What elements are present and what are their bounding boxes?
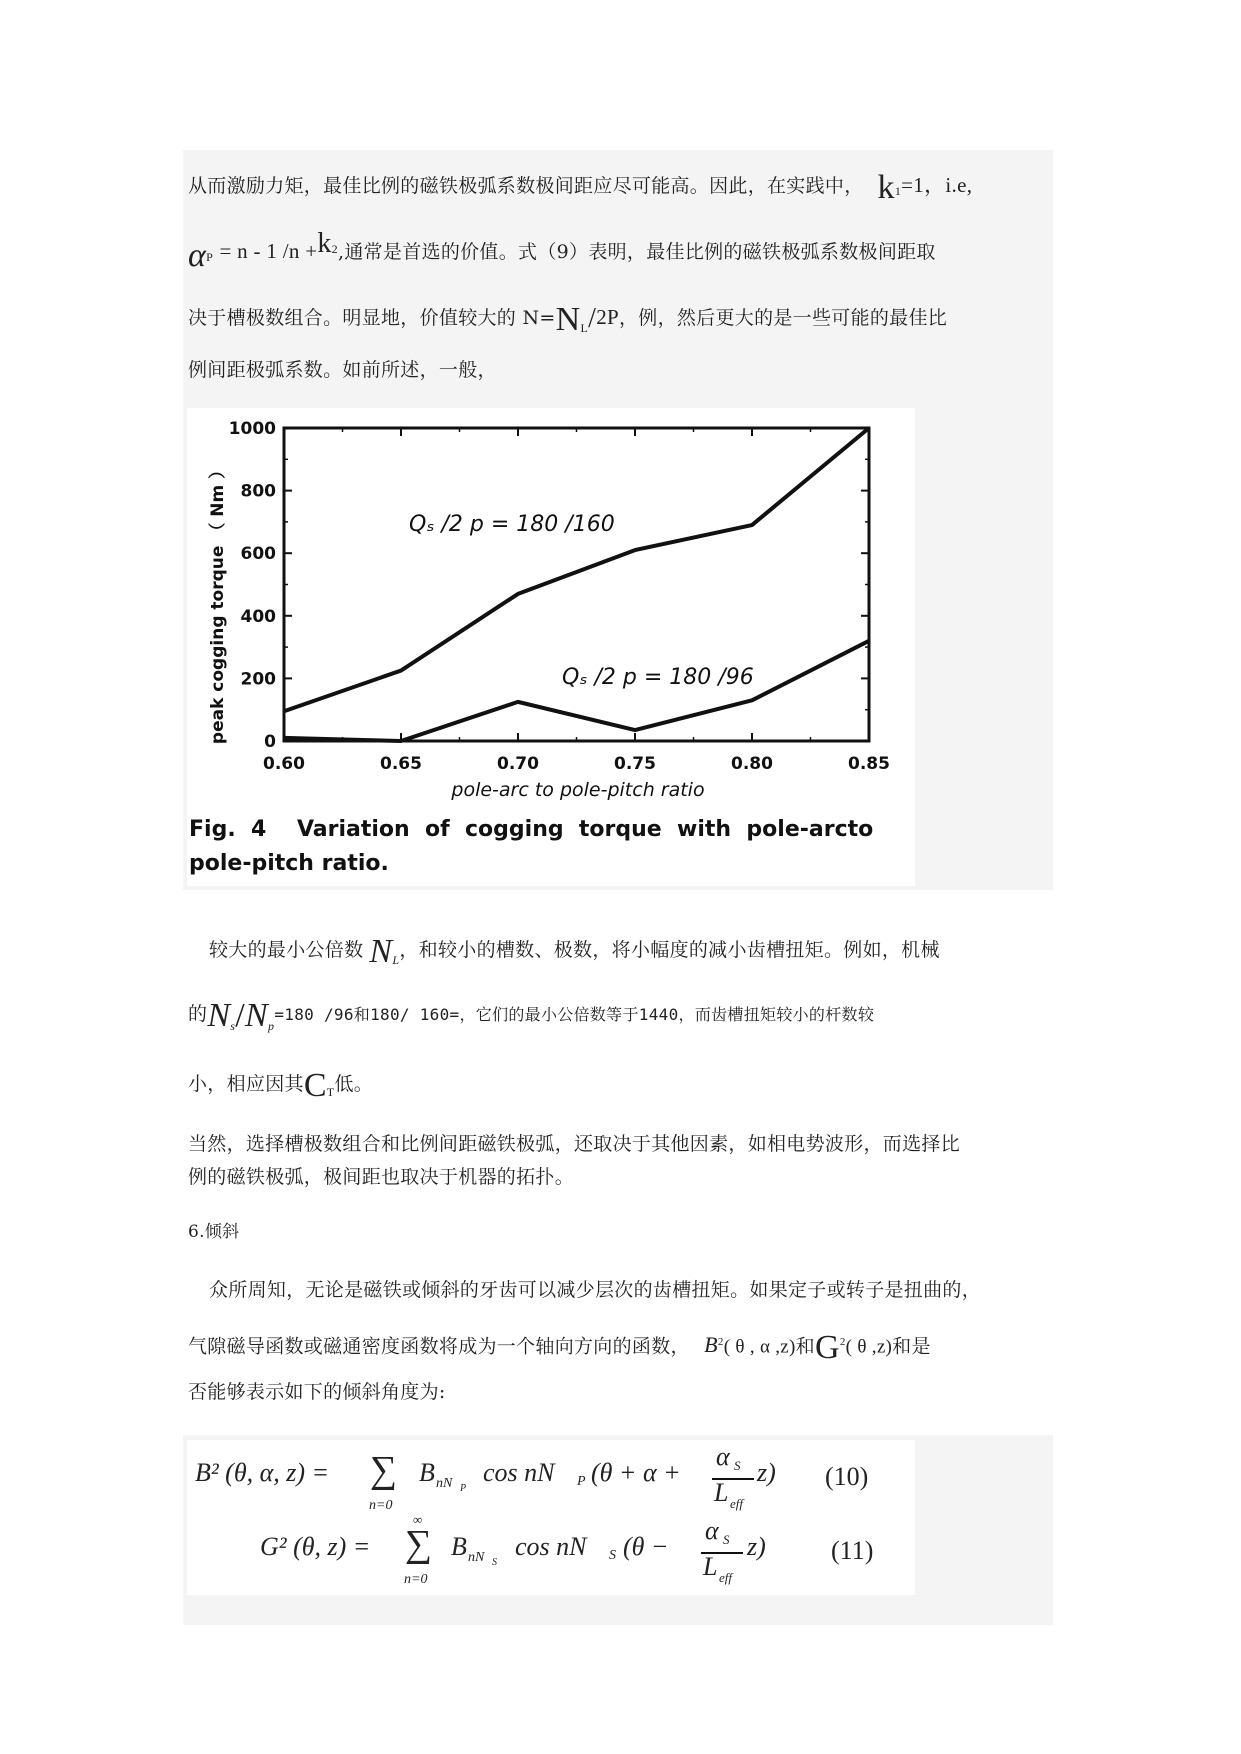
text: 例间距极弧系数。如前所述，一般， [188, 359, 497, 381]
text: ,通常是首选的价值。式（9）表明，最佳比例的磁铁极弧系数极间距取 [337, 241, 936, 263]
figure-caption [189, 813, 873, 881]
series-1-point [868, 427, 871, 430]
text: 较大的最小公倍数 [209, 939, 364, 961]
text-tail: =1，i.e, [901, 173, 973, 197]
eq11-frac-den-sub: eff [719, 1570, 732, 1585]
symbol-CT: C [303, 1067, 327, 1104]
eq11-sum-lower: n=0 [404, 1572, 428, 1587]
symbol-slash: / [588, 303, 597, 334]
equations-box [187, 1440, 915, 1595]
symbol-Ns-sub: s [230, 1019, 236, 1033]
series-1-point [751, 524, 754, 527]
symbol-slash2: / [235, 997, 246, 1034]
eq10-frac-num-sub: S [734, 1458, 741, 1473]
x-tick-label: 0.60 [263, 754, 305, 774]
figure-4 [187, 408, 915, 886]
symbol-Np-sub: p [268, 1019, 275, 1033]
eq10-sum-lower: n=0 [369, 1498, 393, 1513]
symbol-k2-sub: 2 [331, 242, 338, 256]
paragraph3-line2 [188, 1165, 574, 1189]
eq11-frac-num-sub: S [723, 1532, 730, 1547]
text: 小，相应因其 [188, 1073, 304, 1095]
series-1-point [283, 710, 286, 713]
series2-label: Qₛ /2 p = 180 /96 [562, 665, 754, 690]
text-eq: = n - 1 /n + [219, 239, 318, 263]
symbol-NL-sub: L [580, 321, 589, 335]
paragraph2-line2 [188, 998, 874, 1038]
section-heading-text: 6.倾斜 [188, 1222, 240, 1242]
paragraph4-line1 [209, 1278, 981, 1302]
text: 气隙磁导函数或磁通密度函数将成为一个轴向方向的函数， [188, 1335, 690, 1358]
eq11-frac-num: α [705, 1516, 719, 1545]
symbol-Np: N [245, 997, 269, 1034]
eq11-lhs: G² (θ, z) = [260, 1532, 371, 1561]
paragraph2-line3 [188, 1068, 373, 1104]
x-tick-label: 0.65 [380, 754, 422, 774]
series-line-2 [284, 641, 869, 741]
symbol-NL: N [555, 301, 581, 338]
eq10-sum: ∑ [370, 1449, 398, 1491]
text: ，和较小的槽数、极数，将小幅度的减小齿槽扭矩。例如，机械 [399, 939, 940, 961]
paragraph1-line2 [188, 228, 936, 274]
symbol-NL2: N [369, 933, 393, 970]
y-tick-label: 200 [240, 669, 276, 690]
x-tick-label: 0.75 [614, 754, 656, 774]
paragraph2-line1 [209, 934, 940, 972]
eq11-cos: cos nN [515, 1532, 587, 1561]
eq11-cos-sub: S [609, 1548, 616, 1563]
text-tail: ，例，然后更大的是一些可能的最佳比 [618, 307, 948, 329]
series-1-point [634, 549, 637, 552]
text: 当然，选择槽极数组合和比例间距磁铁极弧，还取决于其他因素，如相电势波形，而选择比 [188, 1133, 961, 1155]
series-1-point [400, 669, 403, 672]
eq10-term: B [419, 1458, 435, 1487]
symbol-G-args: ( θ ,z)和是 [845, 1336, 931, 1358]
eq11-paren: (θ − [623, 1532, 669, 1561]
y-tick-label: 800 [240, 481, 276, 502]
y-tick-label: 600 [240, 544, 276, 565]
figure-caption-line1: Fig. 4 Variation of cogging torque with pole-arcto [189, 817, 874, 842]
eq11-number: (11) [831, 1536, 874, 1565]
eq11-frac-den: L [703, 1552, 718, 1581]
y-axis-label: peak cogging torque （ Nm ） [208, 461, 228, 745]
section-heading [188, 1220, 239, 1244]
text: 决于槽极数组合。明显地，价值较大的 N= [188, 307, 556, 329]
eq10-frac-den-sub: eff [730, 1496, 743, 1511]
series-2-point [400, 740, 403, 743]
eq11-term-sub: nN [468, 1550, 485, 1565]
symbol-k2: k [317, 228, 332, 259]
symbol-Ns: N [207, 997, 231, 1034]
cogging-torque-chart [187, 408, 915, 808]
text: 否能够表示如下的倾斜角度为: [188, 1381, 446, 1403]
symbol-B: B [704, 1332, 718, 1358]
symbol-G-sup: 2 [839, 1336, 846, 1348]
eq11-sum-upper: ∞ [413, 1512, 423, 1527]
x-tick-label: 0.85 [848, 754, 890, 774]
y-tick-label: 0 [264, 732, 276, 752]
text: 低。 [334, 1073, 374, 1095]
text: 的 [188, 1003, 208, 1025]
paragraph3-line1 [188, 1132, 960, 1156]
x-tick-label: 0.70 [497, 754, 539, 774]
symbol-k1-sub: 1 [894, 184, 902, 198]
eq11-tail: z) [747, 1532, 766, 1561]
series-2-point [517, 700, 520, 703]
eq11-term: B [451, 1532, 467, 1561]
symbol-B-args: ( θ , α ,z)和 [723, 1336, 815, 1358]
eq10-term-subsub: P [460, 1483, 467, 1494]
eq10-frac-num: α [716, 1442, 730, 1471]
eq11-sum: ∑ [405, 1523, 433, 1565]
paragraph1-line1 [188, 169, 973, 206]
eq10-tail: z) [757, 1458, 776, 1487]
symbol-B-sup: 2 [717, 1336, 724, 1348]
paragraph4-line3 [188, 1380, 446, 1404]
symbol-NL2-sub: L [392, 953, 400, 967]
symbol-alpha: α [188, 237, 207, 274]
symbol-2P: 2P [596, 305, 619, 329]
eq10-lhs: B² (θ, α, z) = [195, 1458, 330, 1487]
symbol-alpha-sub: P [206, 250, 214, 264]
text: 例的磁铁极弧，极间距也取决于机器的拓扑。 [188, 1166, 575, 1188]
eq10-paren: (θ + α + [591, 1458, 681, 1487]
eq10-cos-sub: P [577, 1474, 586, 1489]
series-1-point [517, 592, 520, 595]
series-2-point [283, 736, 286, 739]
y-tick-label: 1000 [228, 419, 276, 439]
eq11-term-subsub: S [492, 1557, 497, 1568]
symbol-G: G [814, 1329, 840, 1367]
plot-frame [284, 428, 869, 741]
eq10-frac-den: L [714, 1478, 729, 1507]
text: 众所周知，无论是磁铁或倾斜的牙齿可以减少层次的齿槽扭矩。如果定子或转子是扭曲的， [209, 1279, 982, 1301]
series-2-point [868, 639, 871, 642]
text: =180 /96和180/ 160=，它们的最小公倍数等于1440，而齿槽扭矩较小的杆数较 [274, 1005, 875, 1024]
eq10-term-sub: nN [436, 1476, 453, 1491]
eq10-number: (10) [825, 1462, 869, 1491]
x-axis-label: pole-arc to pole-pitch ratio [451, 779, 705, 801]
paragraph1-line3 [188, 302, 947, 340]
series1-label: Qₛ /2 p = 180 /160 [409, 512, 615, 537]
symbol-k1: k [877, 169, 895, 206]
eq10-cos: cos nN [483, 1458, 555, 1487]
y-tick-label: 400 [240, 606, 276, 627]
text: 从而激励力矩，最佳比例的磁铁极弧系数极间距应尽可能高。因此，在实践中， [188, 175, 864, 197]
paragraph4-line2 [188, 1329, 931, 1367]
symbol-CT-sub: T [326, 1085, 335, 1099]
figure-caption-line2: pole-pitch ratio. [189, 851, 389, 876]
x-tick-label: 0.80 [731, 754, 773, 774]
series-2-point [634, 729, 637, 732]
series-2-point [751, 699, 754, 702]
paragraph1-line4 [188, 358, 497, 382]
